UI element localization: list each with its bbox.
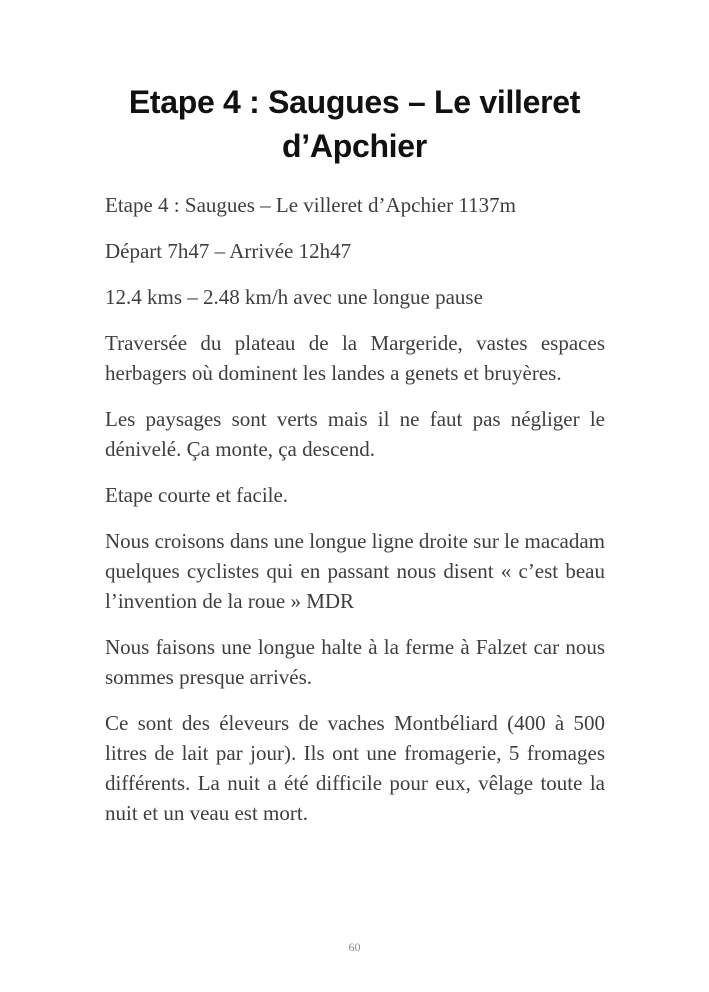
paragraph-landscape: Traversée du plateau de la Margeride, vastes espaces herbagers où dominent les landes a genets et bruyères.	[105, 331, 605, 385]
paragraph-times: Départ 7h47 – Arrivée 12h47	[105, 239, 352, 263]
body-text	[105, 190, 605, 828]
paragraph-difficulty: Etape courte et facile.	[105, 483, 289, 507]
page-footer	[0, 938, 709, 956]
paragraph-distance: 12.4 kms – 2.48 km/h avec une longue pause	[105, 285, 483, 309]
paragraph-cyclists: Nous croisons dans une longue ligne droite sur le macadam quelques cyclistes qui en passant nous disent « c’est beau l’invention de la roue » MDR	[105, 529, 605, 613]
page-title	[0, 0, 709, 168]
paragraph-farmers: Ce sont des éleveurs de vaches Montbéliard (400 à 500 litres de lait par jour). Ils ont une fromagerie, 5 fromages différents. La nuit a été difficile pour eux, vêlage toute la nuit et un veau est mort.	[105, 711, 605, 825]
paragraph-farm-halt: Nous faisons une longue halte à la ferme à Falzet car nous sommes presque arrivés.	[105, 635, 605, 689]
paragraph-relief: Les paysages sont verts mais il ne faut pas négliger le dénivelé. Ça monte, ça descend.	[105, 407, 605, 461]
paragraph-stage-summary: Etape 4 : Saugues – Le villeret d’Apchier 1137m	[105, 193, 516, 217]
page-number: 60	[348, 940, 361, 954]
page-title-line1: Etape 4 : Saugues – Le villeret	[128, 84, 581, 120]
page-title-line2: d’Apchier	[282, 128, 427, 164]
